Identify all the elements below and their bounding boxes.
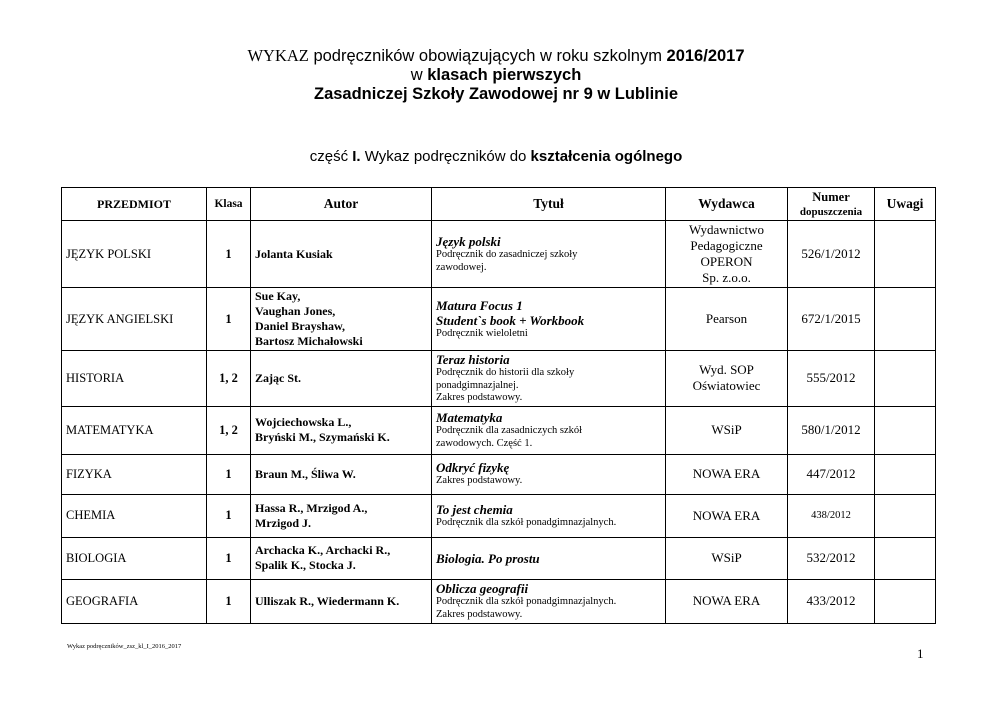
cell-tytul bbox=[432, 221, 666, 288]
cell-klasa: 1 bbox=[207, 537, 251, 579]
header-klasa: Klasa bbox=[207, 188, 251, 221]
line: NOWA ERA bbox=[692, 466, 761, 481]
header-wydawca: Wydawca bbox=[666, 188, 788, 221]
line: NOWA ERA bbox=[692, 507, 761, 523]
cell-subject: HISTORIA bbox=[62, 351, 207, 407]
line: Sp. z.o.o. bbox=[702, 270, 751, 285]
header-uwagi: Uwagi bbox=[875, 188, 936, 221]
line: Biologia. Po prostu bbox=[436, 550, 540, 566]
cell-subject: GEOGRAFIA bbox=[62, 579, 207, 623]
line: Sue Kay, bbox=[255, 289, 301, 303]
cell-subject: JĘZYK ANGIELSKI bbox=[62, 288, 207, 351]
line: Język polski bbox=[436, 234, 501, 249]
cell-tytul bbox=[432, 288, 666, 351]
cell-numer: 580/1/2012 bbox=[788, 406, 875, 454]
footer-filename: Wykaz podręczników_zsz_kl_I_2016_2017 bbox=[67, 643, 182, 650]
page-number: 1 bbox=[917, 646, 924, 661]
cell-autor bbox=[251, 351, 432, 407]
cell-numer: 526/1/2012 bbox=[788, 221, 875, 288]
line: Zakres podstawowy. bbox=[436, 608, 523, 620]
line: Matematyka bbox=[436, 410, 503, 425]
cell-wydawca bbox=[666, 288, 788, 351]
line: Podręcznik dla szkół ponadgimnazjalnych. bbox=[436, 596, 617, 607]
line: Podręcznik do zasadniczej szkoły bbox=[436, 249, 578, 260]
header-school: Zasadniczej Szkoły Zawodowej nr 9 w Lublinie bbox=[314, 85, 678, 103]
cell-wydawca bbox=[666, 406, 788, 454]
subtitle-part-3: Wykaz podręczników do bbox=[360, 148, 531, 165]
line: WSiP bbox=[711, 422, 742, 437]
cell-autor bbox=[251, 454, 432, 494]
table-row bbox=[62, 454, 936, 494]
line: Oblicza geografii bbox=[436, 581, 529, 596]
line: Wyd. SOP bbox=[699, 362, 754, 378]
line: Zając St. bbox=[255, 370, 301, 385]
cell-uwagi bbox=[875, 454, 936, 494]
section-subtitle bbox=[0, 148, 992, 165]
line: Daniel Brayshaw, bbox=[255, 319, 346, 333]
header-line-3 bbox=[0, 85, 992, 104]
cell-numer: 672/1/2015 bbox=[788, 288, 875, 351]
table-row bbox=[62, 579, 936, 623]
line: Matura Focus 1 bbox=[436, 297, 523, 313]
header-line-2 bbox=[0, 66, 992, 85]
cell-tytul bbox=[432, 537, 666, 579]
cell-uwagi bbox=[875, 221, 936, 288]
cell-autor bbox=[251, 406, 432, 454]
cell-autor bbox=[251, 288, 432, 351]
cell-tytul bbox=[432, 579, 666, 623]
header-classes: klasach pierwszych bbox=[427, 66, 582, 84]
line: Zakres podstawowy. bbox=[436, 475, 523, 487]
cell-uwagi bbox=[875, 406, 936, 454]
cell-klasa: 1, 2 bbox=[207, 351, 251, 407]
line: Student`s book + Workbook bbox=[436, 312, 585, 328]
line: zawodowej. bbox=[436, 261, 487, 273]
table-row bbox=[62, 288, 936, 351]
cell-uwagi bbox=[875, 288, 936, 351]
cell-subject: JĘZYK POLSKI bbox=[62, 221, 207, 288]
line: Bartosz Michałowski bbox=[255, 334, 363, 348]
header-numer-line-1: Numer bbox=[812, 189, 850, 204]
document-header bbox=[0, 46, 992, 104]
line: zawodowych. Część 1. bbox=[436, 437, 533, 449]
line: Pedagogiczne bbox=[690, 238, 763, 253]
line: Wojciechowska L., bbox=[255, 415, 352, 429]
line: Podręcznik dla szkół ponadgimnazjalnych. bbox=[436, 516, 617, 528]
textbook-table bbox=[61, 187, 936, 624]
line: ponadgimnazjalnej. bbox=[436, 379, 519, 391]
line: NOWA ERA bbox=[692, 593, 761, 608]
cell-klasa: 1 bbox=[207, 579, 251, 623]
cell-uwagi bbox=[875, 579, 936, 623]
cell-tytul bbox=[432, 494, 666, 537]
cell-klasa: 1 bbox=[207, 288, 251, 351]
cell-autor bbox=[251, 494, 432, 537]
line: Hassa R., Mrzigod A., bbox=[255, 500, 368, 515]
table-row bbox=[62, 351, 936, 407]
line: Podręcznik do historii dla szkoły bbox=[436, 367, 575, 378]
cell-tytul bbox=[432, 406, 666, 454]
line: Braun M., Śliwa W. bbox=[255, 466, 356, 481]
cell-tytul bbox=[432, 454, 666, 494]
line: Odkryć fizykę bbox=[436, 460, 510, 476]
table-row bbox=[62, 221, 936, 288]
line: Bryński M., Szymański K. bbox=[255, 430, 390, 444]
cell-uwagi bbox=[875, 351, 936, 407]
line: Teraz historia bbox=[436, 352, 510, 367]
cell-autor bbox=[251, 537, 432, 579]
cell-wydawca bbox=[666, 351, 788, 407]
header-autor: Autor bbox=[251, 188, 432, 221]
cell-numer: 532/2012 bbox=[788, 537, 875, 579]
cell-autor bbox=[251, 579, 432, 623]
cell-subject: FIZYKA bbox=[62, 454, 207, 494]
table-header-row bbox=[62, 188, 936, 221]
header-line2-text: w bbox=[410, 66, 428, 84]
cell-subject: CHEMIA bbox=[62, 494, 207, 537]
header-line-1 bbox=[0, 46, 992, 66]
line: Mrzigod J. bbox=[255, 515, 311, 530]
header-przedmiot: PRZEDMIOT bbox=[62, 188, 207, 221]
header-line1-text: podręczników obowiązujących w roku szkolnym bbox=[308, 47, 667, 65]
cell-numer: 433/2012 bbox=[788, 579, 875, 623]
header-tytul: Tytuł bbox=[432, 188, 666, 221]
table-body bbox=[62, 221, 936, 624]
line: Archacka K., Archacki R., bbox=[255, 543, 391, 557]
header-year: 2016/2017 bbox=[666, 47, 745, 65]
table-row bbox=[62, 537, 936, 579]
cell-wydawca bbox=[666, 221, 788, 288]
cell-klasa: 1 bbox=[207, 221, 251, 288]
subtitle-part-4: kształcenia ogólnego bbox=[530, 148, 683, 165]
subtitle-part-2: I. bbox=[352, 148, 361, 165]
cell-klasa: 1, 2 bbox=[207, 406, 251, 454]
line: Jolanta Kusiak bbox=[255, 246, 333, 261]
line: Oświatowiec bbox=[692, 378, 761, 394]
cell-wydawca bbox=[666, 454, 788, 494]
header-numer-line-2: dopuszczenia bbox=[799, 205, 863, 218]
cell-uwagi bbox=[875, 494, 936, 537]
table-row bbox=[62, 406, 936, 454]
line: OPERON bbox=[700, 254, 753, 269]
cell-klasa: 1 bbox=[207, 454, 251, 494]
cell-wydawca bbox=[666, 537, 788, 579]
line: Vaughan Jones, bbox=[255, 304, 336, 318]
line: To jest chemia bbox=[436, 501, 513, 517]
cell-subject: BIOLOGIA bbox=[62, 537, 207, 579]
cell-wydawca bbox=[666, 579, 788, 623]
cell-numer: 447/2012 bbox=[788, 454, 875, 494]
subtitle-part-1: część bbox=[309, 148, 353, 165]
line: Wydawnictwo bbox=[688, 222, 765, 237]
cell-tytul bbox=[432, 351, 666, 407]
line: Pearson bbox=[705, 311, 748, 326]
cell-numer: 555/2012 bbox=[788, 351, 875, 407]
cell-klasa: 1 bbox=[207, 494, 251, 537]
line: WSiP bbox=[711, 550, 742, 565]
table-row bbox=[62, 494, 936, 537]
cell-subject: MATEMATYKA bbox=[62, 406, 207, 454]
cell-wydawca bbox=[666, 494, 788, 537]
cell-autor bbox=[251, 221, 432, 288]
line: Podręcznik wieloletni bbox=[436, 327, 528, 339]
line: Podręcznik dla zasadniczych szkół bbox=[436, 425, 583, 436]
line: Ulliszak R., Wiedermann K. bbox=[255, 593, 400, 608]
cell-uwagi bbox=[875, 537, 936, 579]
header-wykaz: WYKAZ bbox=[247, 46, 309, 65]
header-numer bbox=[788, 188, 875, 221]
cell-numer: 438/2012 bbox=[788, 494, 875, 537]
line: Zakres podstawowy. bbox=[436, 392, 523, 403]
line: Spalik K., Stocka J. bbox=[255, 558, 356, 572]
